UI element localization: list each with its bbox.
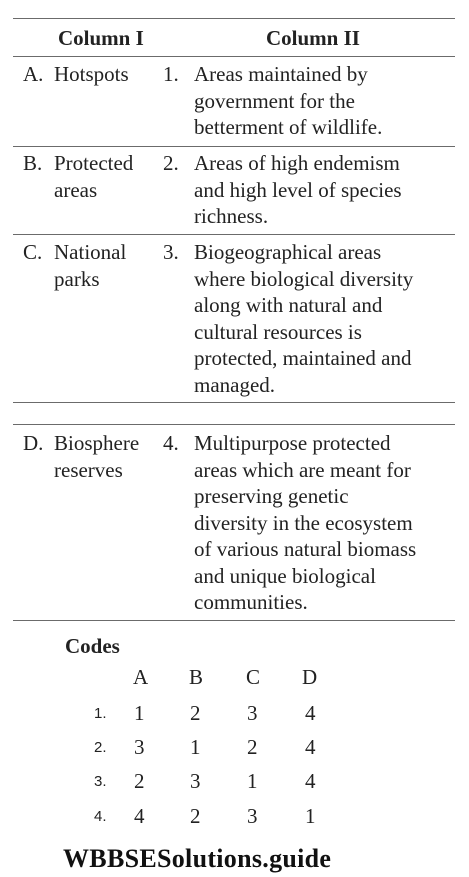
term-line: reserves xyxy=(54,457,123,482)
row-term xyxy=(54,61,129,88)
column-i-header: Column I xyxy=(58,26,144,50)
option-value: 2 xyxy=(247,735,258,759)
desc-line: and unique biological xyxy=(194,563,376,588)
desc-line: managed. xyxy=(194,372,276,397)
desc-line: protected, maintained and xyxy=(194,346,412,370)
row-number: 3. xyxy=(163,240,179,264)
option-value: 3 xyxy=(247,804,258,828)
row-letter: B. xyxy=(23,151,43,175)
codes-column-c: C xyxy=(246,665,261,689)
header-rule xyxy=(13,56,455,57)
desc-line: richness. xyxy=(194,204,269,228)
option-label: 3. xyxy=(94,773,107,790)
desc-line: of various natural biomass xyxy=(194,537,417,561)
desc-line: communities. xyxy=(194,590,308,614)
option-value: 2 xyxy=(190,701,201,725)
option-label: 2. xyxy=(94,739,107,756)
row-letter: C. xyxy=(23,240,43,264)
row-description xyxy=(194,430,456,616)
row-number: 2. xyxy=(163,151,179,175)
term-line: Protected xyxy=(54,151,134,175)
row-rule-c xyxy=(13,402,455,403)
option-value: 4 xyxy=(134,804,145,828)
codes-title: Codes xyxy=(65,634,120,658)
row-description xyxy=(194,239,456,398)
option-value: 3 xyxy=(134,735,145,759)
row-letter: A. xyxy=(23,62,44,86)
desc-line: Biogeographical areas xyxy=(194,240,382,264)
desc-line: cultural resources is xyxy=(194,319,362,344)
row-term xyxy=(54,239,126,292)
desc-line: preserving genetic xyxy=(194,484,349,508)
option-value: 3 xyxy=(190,769,201,793)
option-value: 2 xyxy=(134,769,145,793)
option-value: 1 xyxy=(305,804,316,828)
codes-column-d: D xyxy=(302,665,318,689)
desc-line: betterment of wildlife. xyxy=(194,115,383,139)
row-term xyxy=(54,430,139,483)
desc-line: diversity in the ecosystem xyxy=(194,510,413,535)
row-letter: D. xyxy=(23,431,44,455)
desc-line: Areas of high endemism xyxy=(194,151,400,175)
desc-line: areas which are meant for xyxy=(194,457,411,482)
row-rule-b xyxy=(13,234,455,235)
table-top-rule xyxy=(13,18,455,19)
codes-column-a: A xyxy=(133,665,149,689)
option-value: 1 xyxy=(190,735,201,759)
term-line: parks xyxy=(54,266,100,291)
row-term xyxy=(54,150,133,203)
column-ii-header: Column II xyxy=(266,26,360,50)
row-description xyxy=(194,61,456,141)
desc-line: and high level of species xyxy=(194,177,402,202)
row-rule-d xyxy=(13,620,455,621)
option-value: 4 xyxy=(305,735,316,759)
option-value: 1 xyxy=(247,769,258,793)
desc-line: Multipurpose protected xyxy=(194,431,391,455)
option-value: 4 xyxy=(305,701,316,725)
term-line: areas xyxy=(54,177,98,202)
row-rule-a xyxy=(13,146,455,147)
term-line: Biosphere xyxy=(54,431,140,455)
term-line: National xyxy=(54,240,127,264)
row-number: 1. xyxy=(163,62,179,86)
term-line: Hotspots xyxy=(54,62,129,86)
option-value: 4 xyxy=(305,769,316,793)
option-value: 1 xyxy=(134,701,145,725)
site-watermark: WBBSESolutions.guide xyxy=(63,844,332,873)
option-label: 1. xyxy=(94,705,107,722)
option-value: 3 xyxy=(247,701,258,725)
desc-line: government for the xyxy=(194,88,355,113)
row-rule-empty xyxy=(13,424,455,425)
desc-line: where biological diversity xyxy=(194,266,414,291)
desc-line: along with natural and xyxy=(194,293,383,317)
row-number: 4. xyxy=(163,431,179,455)
option-value: 2 xyxy=(190,804,201,828)
desc-line: Areas maintained by xyxy=(194,62,368,86)
option-label: 4. xyxy=(94,808,107,825)
codes-column-b: B xyxy=(189,665,204,689)
row-description xyxy=(194,150,456,230)
